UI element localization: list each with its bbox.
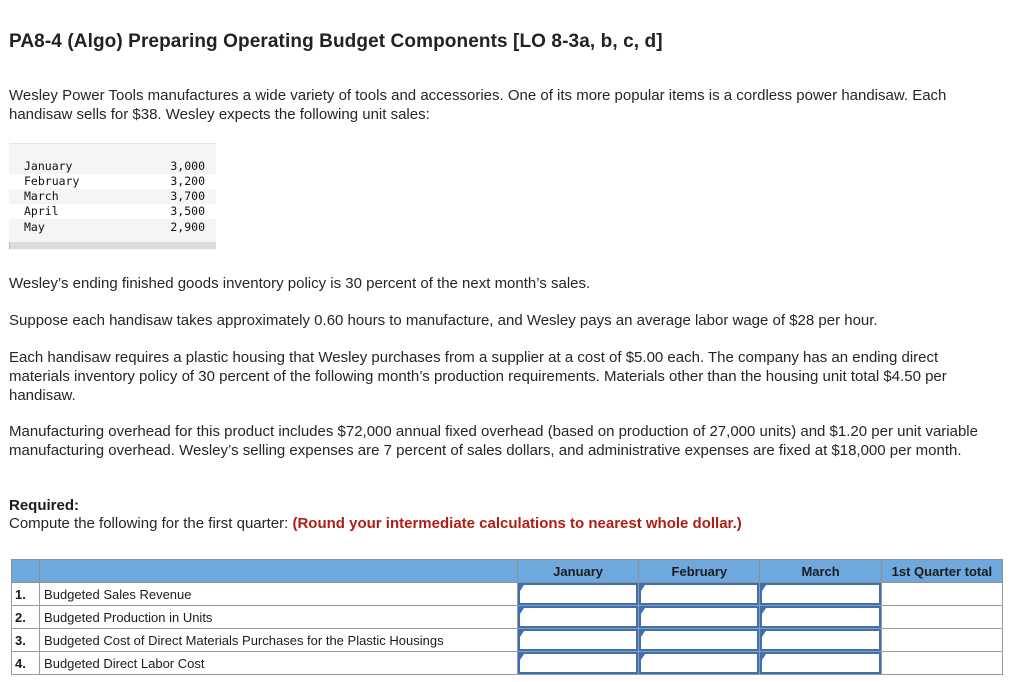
header-march: March <box>760 560 881 583</box>
sales-units: 2,900 <box>170 220 205 234</box>
problem-title: PA8-4 (Algo) Preparing Operating Budget Components [LO 8-3a, b, c, d] <box>9 31 663 52</box>
sales-row <box>9 174 216 189</box>
unit-sales-table <box>9 143 216 250</box>
january-input[interactable] <box>518 606 638 628</box>
sales-row <box>9 189 216 204</box>
budget-row-sales-revenue <box>12 583 1003 606</box>
required-label: Required: <box>9 497 80 514</box>
march-input[interactable] <box>760 583 880 605</box>
row-label: Budgeted Cost of Direct Materials Purchases for the Plastic Housings <box>40 629 518 652</box>
quarter-total-cell <box>881 652 1002 675</box>
budget-row-materials-purchases <box>12 629 1003 652</box>
march-input[interactable] <box>760 629 880 651</box>
february-input[interactable] <box>639 629 759 651</box>
quarter-total-cell <box>881 629 1002 652</box>
sales-month: May <box>24 220 45 234</box>
budget-answer-table <box>11 559 1003 675</box>
sales-row <box>9 220 216 235</box>
row-label: Budgeted Direct Labor Cost <box>40 652 518 675</box>
materials-text: Each handisaw requires a plastic housing that Wesley purchases from a supplier at a cost of $5.00 each. The company has an ending direct materials inventory policy of 30 percent of the following month’s production requirements. Materials other than the housing unit total $4.50 per handisaw. <box>9 349 947 404</box>
row-number: 1. <box>12 583 40 606</box>
header-january: January <box>518 560 639 583</box>
table-scrollbar[interactable] <box>9 242 216 249</box>
february-input[interactable] <box>639 583 759 605</box>
header-blank <box>12 560 40 583</box>
march-input[interactable] <box>760 606 880 628</box>
budget-row-production-units <box>12 606 1003 629</box>
header-row <box>12 560 1003 583</box>
sales-month: April <box>24 204 59 218</box>
inventory-policy-text: Wesley’s ending finished goods inventory policy is 30 percent of the next month’s sales. <box>9 275 591 292</box>
february-input[interactable] <box>639 652 759 674</box>
row-number: 2. <box>12 606 40 629</box>
march-input[interactable] <box>760 652 880 674</box>
quarter-total-cell <box>881 583 1002 606</box>
sales-row <box>9 204 216 219</box>
sales-units: 3,000 <box>170 159 205 173</box>
row-label: Budgeted Production in Units <box>40 606 518 629</box>
row-number: 3. <box>12 629 40 652</box>
labor-text: Suppose each handisaw takes approximately 0.60 hours to manufacture, and Wesley pays an average labor wage of $28 per hour. <box>9 312 878 329</box>
sales-month: March <box>24 189 59 203</box>
overhead-text: Manufacturing overhead for this product includes $72,000 annual fixed overhead (based on production of 27,000 units) and $1.20 per unit variable manufacturing overhead. Wesley’s selling expenses are 7 percent of sales dollars, and administrative expenses are fixed at $18,000 per month. <box>9 423 978 459</box>
february-input[interactable] <box>639 606 759 628</box>
row-number: 4. <box>12 652 40 675</box>
sales-month: February <box>24 174 80 188</box>
january-input[interactable] <box>518 583 638 605</box>
january-input[interactable] <box>518 652 638 674</box>
sales-units: 3,200 <box>170 174 205 188</box>
sales-units: 3,500 <box>170 204 205 218</box>
january-input[interactable] <box>518 629 638 651</box>
sales-units: 3,700 <box>170 189 205 203</box>
sales-month: January <box>24 159 73 173</box>
compute-text: Compute the following for the first quarter: <box>9 515 293 532</box>
sales-row <box>9 159 216 174</box>
compute-instruction <box>9 515 742 532</box>
quarter-total-cell <box>881 606 1002 629</box>
header-blank <box>40 560 518 583</box>
header-february: February <box>639 560 760 583</box>
intro-paragraph: Wesley Power Tools manufactures a wide variety of tools and accessories. One of its more popular items is a cordless power handisaw. Each handisaw sells for $38. Wesley expects the following unit sales: <box>9 87 947 123</box>
row-label: Budgeted Sales Revenue <box>40 583 518 606</box>
budget-row-direct-labor <box>12 652 1003 675</box>
rounding-note: (Round your intermediate calculations to nearest whole dollar.) <box>292 515 742 532</box>
header-quarter-total: 1st Quarter total <box>881 560 1002 583</box>
